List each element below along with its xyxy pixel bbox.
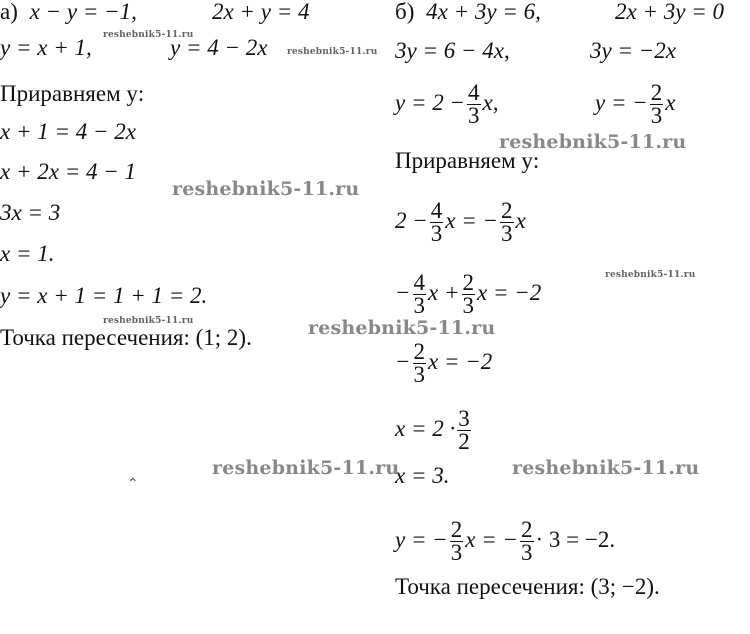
part-b-step-3-suffix: x = −2: [428, 348, 493, 374]
watermark-logo: reshebnik5-11.ru: [103, 316, 194, 326]
part-b-equate-text: Приравняем y:: [395, 148, 540, 173]
fraction: [467, 82, 481, 127]
fraction: [457, 408, 471, 453]
part-a-step-3: [0, 199, 60, 227]
part-b-step-2: [395, 272, 541, 317]
part-b-equation-2: 2x + 3y = 0: [615, 0, 724, 24]
fraction-numerator: 2: [462, 270, 475, 295]
part-a-step-3-text: 3x = 3: [0, 200, 61, 225]
part-b-line-2: [395, 37, 676, 65]
part-b-step-1: [395, 200, 526, 245]
fraction-denominator: 3: [468, 103, 480, 128]
part-b-step-2-suffix: x = −2: [477, 279, 542, 305]
part-b-step-1-mid: x = −: [445, 207, 499, 233]
part-b-line-3-right-suffix: x: [665, 89, 676, 115]
fraction-denominator: 3: [501, 221, 513, 246]
part-b-step-6-suffix: · 3 = −2.: [535, 526, 616, 552]
part-a-result: Точка пересечения: (1; 2).: [0, 325, 252, 350]
part-b-line-3: [395, 80, 676, 128]
part-b-step-2-prefix: −: [395, 279, 411, 305]
part-b-step-1-prefix: 2 −: [395, 207, 428, 233]
watermark-logo: reshebnik5-11.ru: [605, 270, 696, 280]
part-b-line-2-right: 3y = −2x: [590, 38, 676, 63]
fraction-numerator: 4: [430, 198, 443, 223]
part-a-step-4-text: x = 1.: [0, 241, 55, 266]
fraction-numerator: 2: [501, 198, 513, 223]
part-b-line-3-right-prefix: y = −: [595, 89, 648, 115]
fraction: [450, 519, 464, 564]
part-a-line-2-right: y = 4 − 2x: [170, 35, 268, 60]
fraction: [500, 200, 514, 245]
fraction-denominator: 3: [450, 540, 463, 565]
part-b-step-6-prefix: y = −: [395, 526, 448, 552]
fraction-denominator: 3: [521, 540, 533, 565]
fraction-numerator: 2: [450, 517, 463, 542]
fraction: [462, 272, 476, 317]
fraction: [520, 519, 534, 564]
watermark-logo: reshebnik5-11.ru: [499, 131, 687, 153]
fraction-numerator: 2: [650, 80, 663, 105]
fraction-numerator: 2: [413, 339, 426, 364]
caret-mark: ⌃: [127, 477, 139, 492]
watermark-logo: reshebnik5-11.ru: [103, 30, 194, 40]
part-b-label: б): [395, 0, 415, 24]
part-b-step-2-mid: x +: [428, 279, 460, 305]
part-b-step-4: [395, 408, 473, 453]
fraction-numerator: 4: [413, 270, 426, 295]
part-b-header: [395, 0, 724, 26]
watermark-logo: reshebnik5-11.ru: [512, 457, 700, 479]
fraction-denominator: 3: [650, 103, 663, 128]
part-a-header: [0, 0, 310, 26]
fraction-numerator: 2: [521, 517, 533, 542]
part-a-line-2-left: y = x + 1,: [0, 35, 92, 60]
fraction-denominator: 3: [413, 362, 426, 387]
part-a-step-2-text: x + 2x = 4 − 1: [0, 159, 136, 184]
watermark-logo: reshebnik5-11.ru: [308, 317, 496, 339]
part-b-line-3-left-suffix: x,: [482, 89, 499, 115]
part-b-step-6-mid: x = −: [465, 526, 518, 552]
part-b-step-5-text: x = 3.: [395, 463, 450, 488]
fraction-numerator: 4: [468, 80, 480, 105]
watermark-logo: reshebnik5-11.ru: [212, 457, 400, 479]
part-b-step-6: [395, 519, 615, 564]
part-b-step-1-suffix: x: [515, 207, 526, 233]
fraction-denominator: 3: [430, 221, 443, 246]
part-b-step-3: [395, 341, 492, 386]
part-b-equation-1: 4x + 3y = 6,: [426, 0, 541, 24]
part-a-equation-2: 2x + y = 4: [212, 0, 310, 24]
part-a-step-4: [0, 240, 54, 268]
part-a-step-1: [0, 118, 136, 146]
part-a-step-2: [0, 158, 136, 186]
part-b-result: Точка пересечения: (3; −2).: [395, 574, 660, 599]
part-b-step-5: [395, 462, 449, 490]
part-a-step-1-text: x + 1 = 4 − 2x: [0, 119, 136, 144]
fraction: [650, 82, 664, 127]
fraction: [430, 200, 444, 245]
fraction-denominator: 3: [413, 293, 426, 318]
fraction-numerator: 3: [458, 406, 470, 431]
fraction: [413, 341, 427, 386]
part-b-step-3-prefix: −: [395, 348, 411, 374]
watermark-logo: reshebnik5-11.ru: [172, 178, 360, 200]
watermark-logo: reshebnik5-11.ru: [287, 47, 378, 57]
part-a-equation-1: x − y = −1,: [29, 0, 137, 24]
part-a-label: а): [0, 0, 18, 24]
part-b-line-3-right: [595, 82, 675, 127]
fraction: [413, 272, 427, 317]
part-b-line-3-left-prefix: y = 2 −: [395, 89, 465, 115]
part-a-equate-text: Приравняем y:: [0, 81, 145, 106]
part-a-step-5: [0, 282, 207, 310]
fraction-denominator: 3: [462, 293, 475, 318]
part-b-line-2-left: 3y = 6 − 4x,: [395, 38, 510, 63]
part-b-step-4-prefix: x = 2 ·: [395, 415, 456, 441]
part-a-step-5-text: y = x + 1 = 1 + 1 = 2.: [0, 283, 208, 308]
fraction-denominator: 2: [458, 429, 470, 454]
